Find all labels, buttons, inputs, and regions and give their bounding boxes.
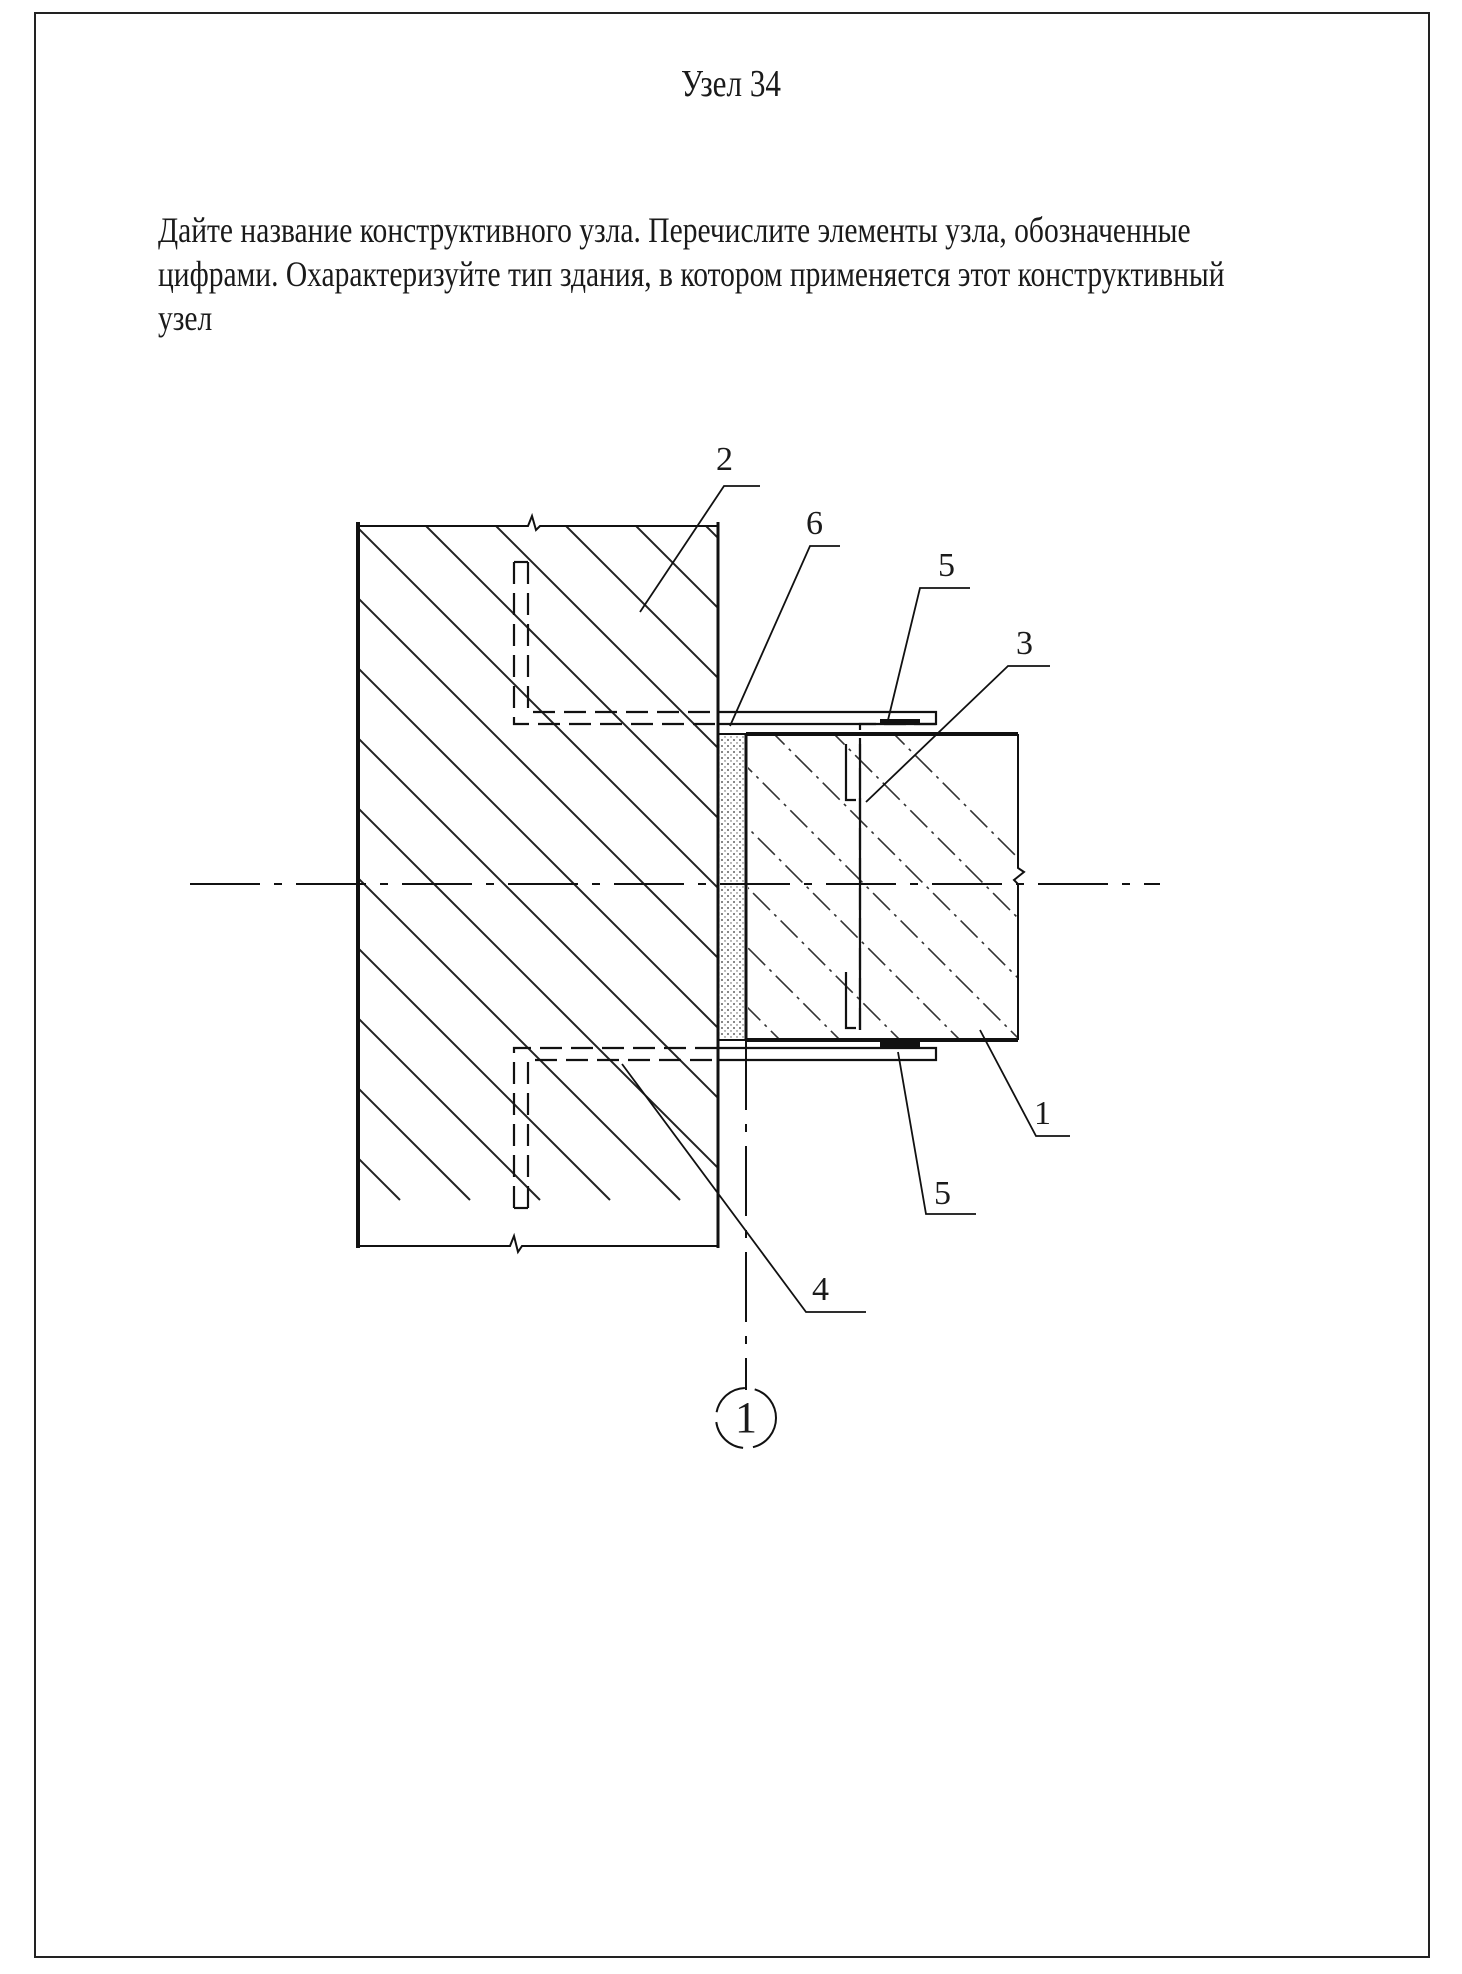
node-title: Узел 34 <box>681 63 781 105</box>
label-3: 3 <box>1016 625 1033 662</box>
axis-marker-label: 1 <box>735 1393 757 1442</box>
label-5-bottom: 5 <box>934 1175 951 1212</box>
axis-marker <box>716 1388 776 1448</box>
task-line: Дайте название конструктивного узла. Перечислите элементы узла, обозначенные <box>158 210 1191 250</box>
label-2: 2 <box>716 441 733 478</box>
task-line: узел <box>158 298 213 338</box>
gasket-element-6 <box>718 734 746 1040</box>
leader-lines <box>622 486 1070 1312</box>
axis-lines <box>190 884 1160 1390</box>
label-4: 4 <box>812 1271 829 1308</box>
label-5-top: 5 <box>938 547 955 584</box>
label-1: 1 <box>1034 1095 1051 1132</box>
connection-plates-element-4 <box>718 712 936 1060</box>
task-line: цифрами. Охарактеризуйте тип здания, в котором применяется этот конструктивный <box>158 254 1225 294</box>
label-6: 6 <box>806 505 823 542</box>
